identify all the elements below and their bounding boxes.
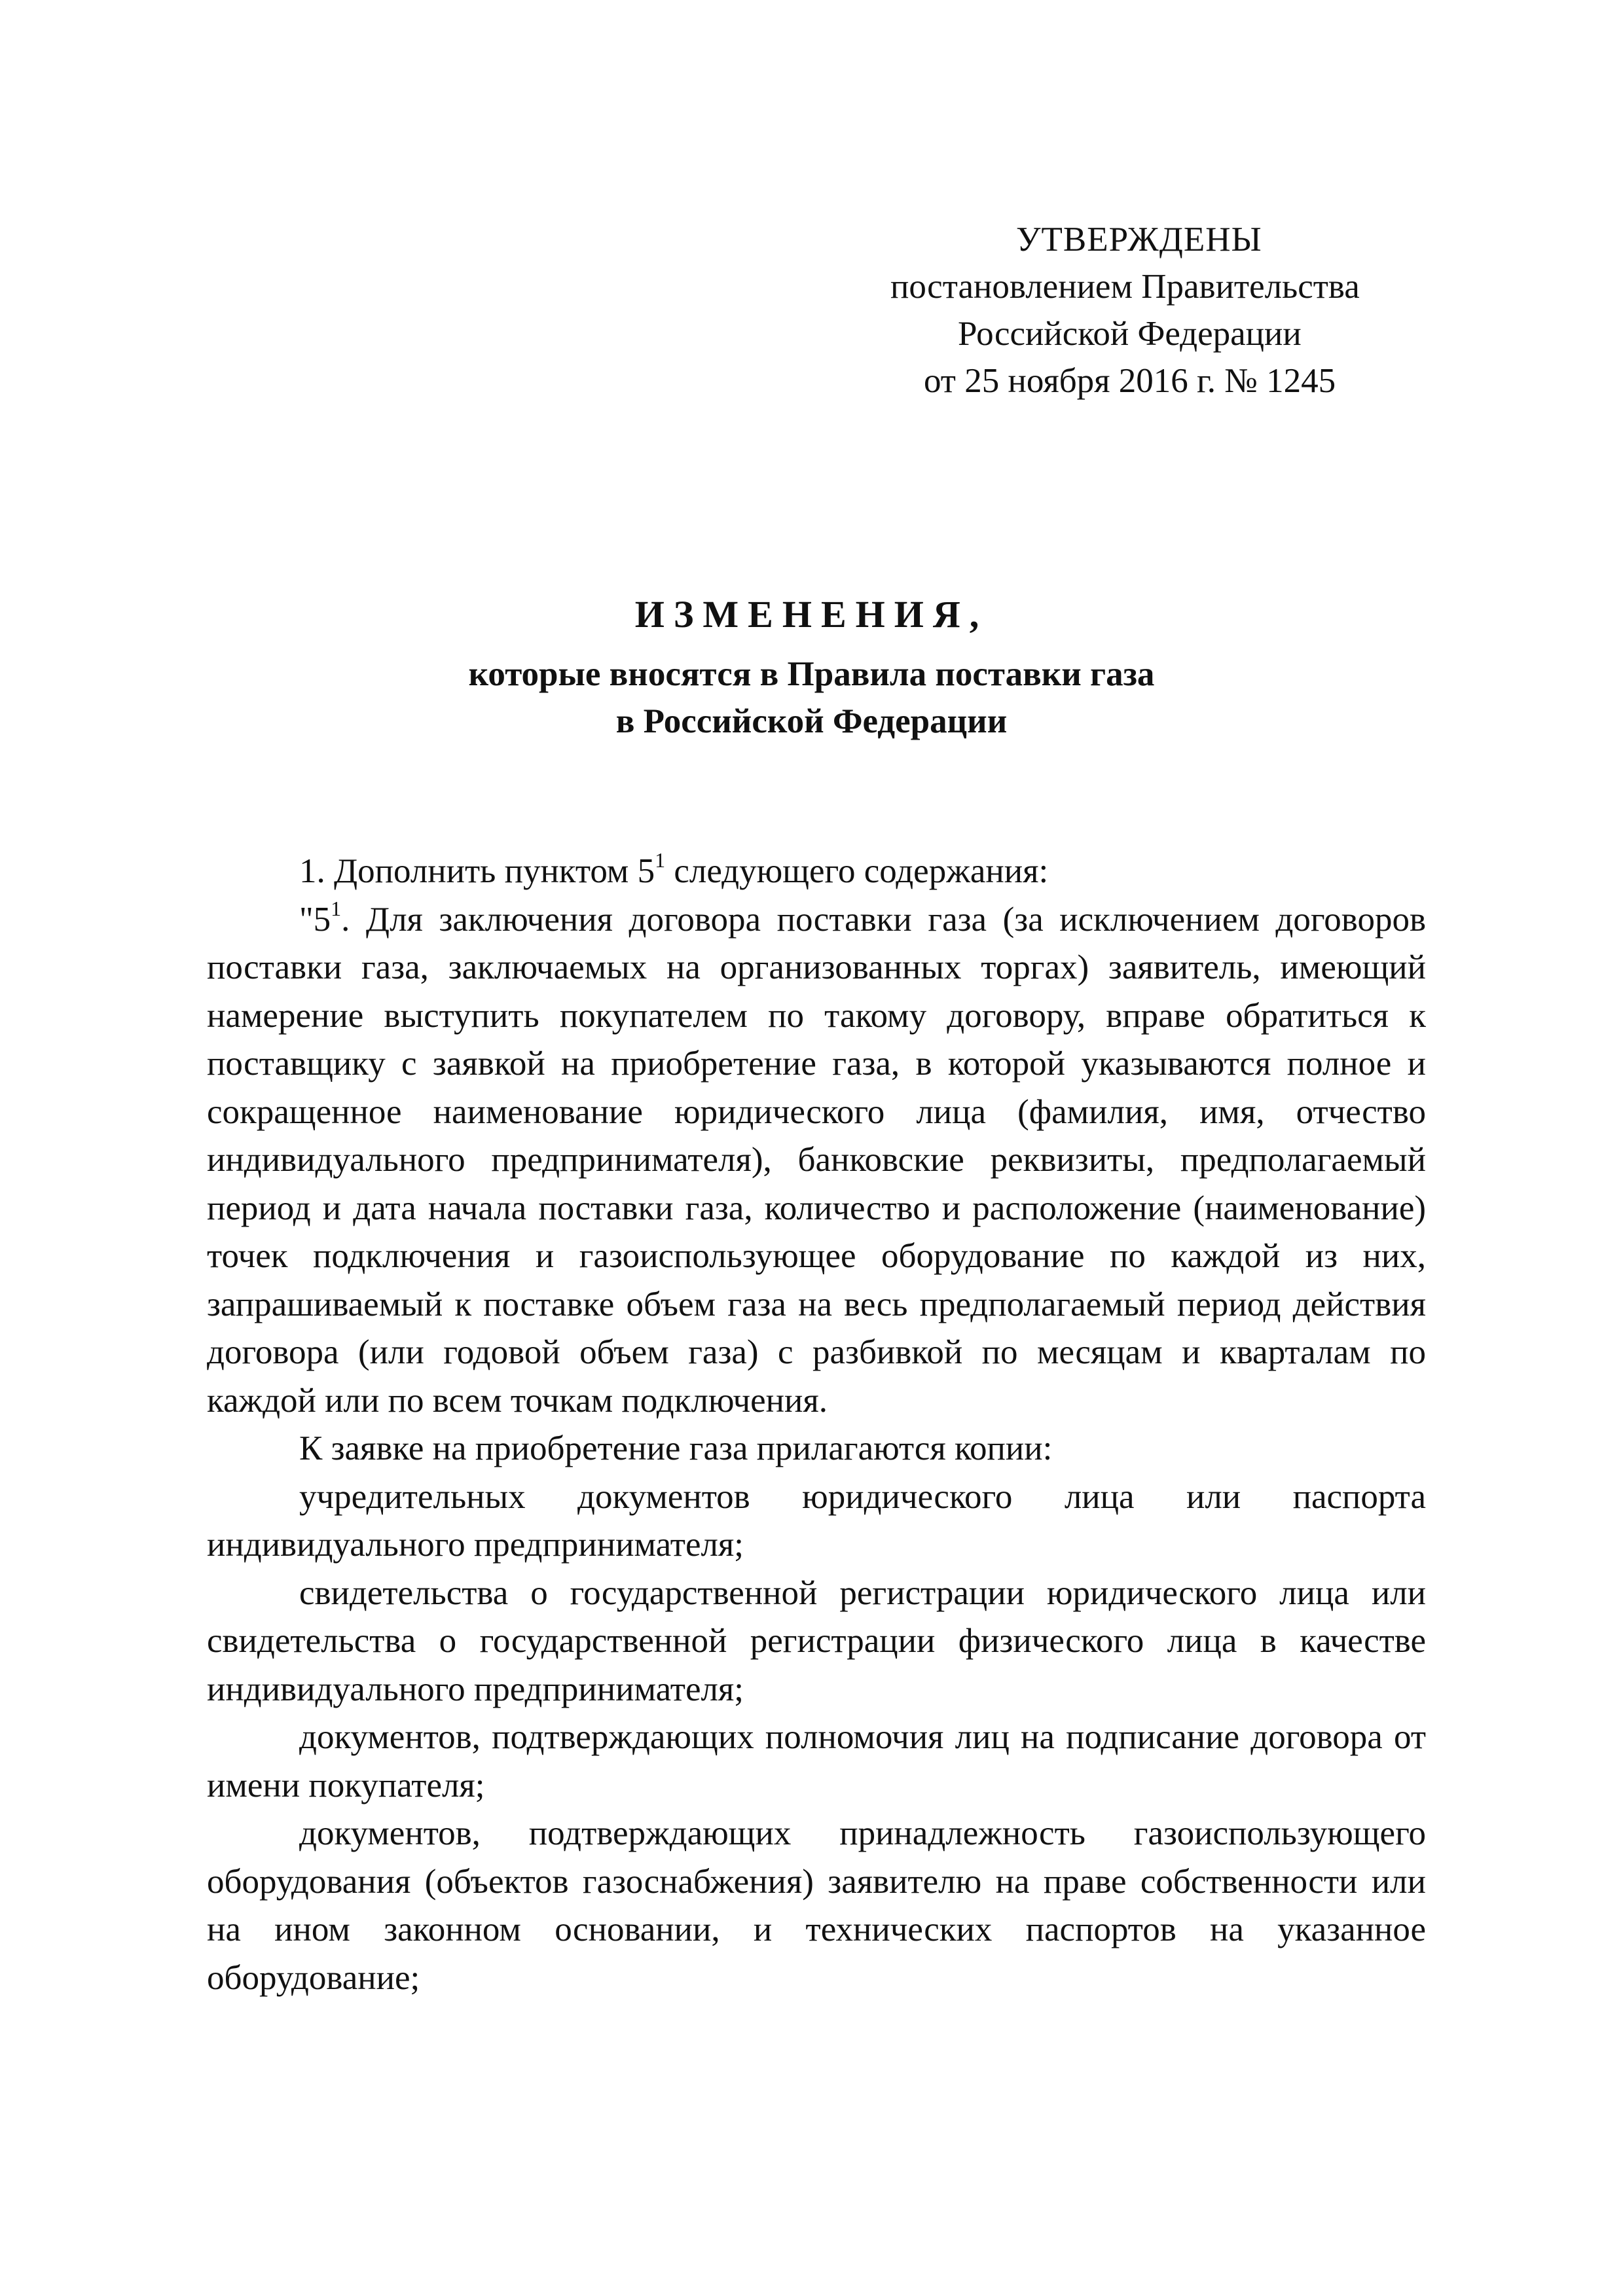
paragraph-list-item: документов, подтверждающих полномочия лиц на подписание договора от имени покупателя; xyxy=(207,1718,1426,1804)
paragraph-attachments-intro: К заявке на приобретение газа прилагаются копии: xyxy=(299,1429,1053,1467)
paragraph-list-item: учредительных документов юридического лица или паспорта индивидуального предпринимателя; xyxy=(207,1477,1426,1564)
paragraph-text: 1. Дополнить пунктом 5 xyxy=(299,852,655,890)
paragraph-text: . Для заключения договора поставки газа (за исключением договоров поставки газа, заключаемых на организованных торгах) заявитель, имеющий намерение выступить покупателем по такому договору, вправе обратиться к поставщику с заявкой на приобретение газа, в которой указываются полное и сокращенное наименование юридического лица (фамилия, имя, отчество индивидуального предпринимателя), банковские реквизиты, предполагаемый период и дата начала поставки газа, количество и расположение (наименование) точек подключения и газоиспользующее оборудование по каждой из них, запрашиваемый к поставке объем газа на весь предполагаемый период действия договора (или годовой объем газа) с разбивкой по месяцам и кварталам по каждой или по всем точкам подключения. xyxy=(207,900,1426,1420)
approval-decree-line: постановлением Правительства xyxy=(890,268,1360,306)
document-body xyxy=(207,848,1426,2002)
paragraph-list-item: свидетельства о государственной регистрации юридического лица или свидетельства о государственной регистрации физического лица в качестве индивидуального предпринимателя; xyxy=(207,1573,1426,1708)
superscript: 1 xyxy=(331,896,342,920)
paragraph-clause-5-1 xyxy=(207,896,1426,1426)
approval-date-number-line: от 25 ноября 2016 г. № 1245 xyxy=(924,362,1336,400)
document-title: ИЗМЕНЕНИЯ, xyxy=(634,593,989,636)
paragraph-text: "5 xyxy=(299,900,331,939)
document-subtitle-line-2: в Российской Федерации xyxy=(615,702,1008,740)
approval-government-line: Российской Федерации xyxy=(958,315,1302,353)
approval-block xyxy=(864,216,1453,404)
paragraph-amendment-intro xyxy=(207,848,1426,896)
paragraph-list-item: документов, подтверждающих принадлежность газоиспользующего оборудования (объектов газоснабжения) заявителю на праве собственности или на ином законном основании, и технических паспортов на указанное оборудование; xyxy=(207,1814,1426,1997)
approval-stamp-title: УТВЕРЖДЕНЫ xyxy=(1016,221,1262,259)
superscript: 1 xyxy=(655,848,666,872)
paragraph-text: следующего содержания: xyxy=(665,852,1049,890)
document-subtitle-line-1: которые вносятся в Правила поставки газа xyxy=(468,655,1155,693)
